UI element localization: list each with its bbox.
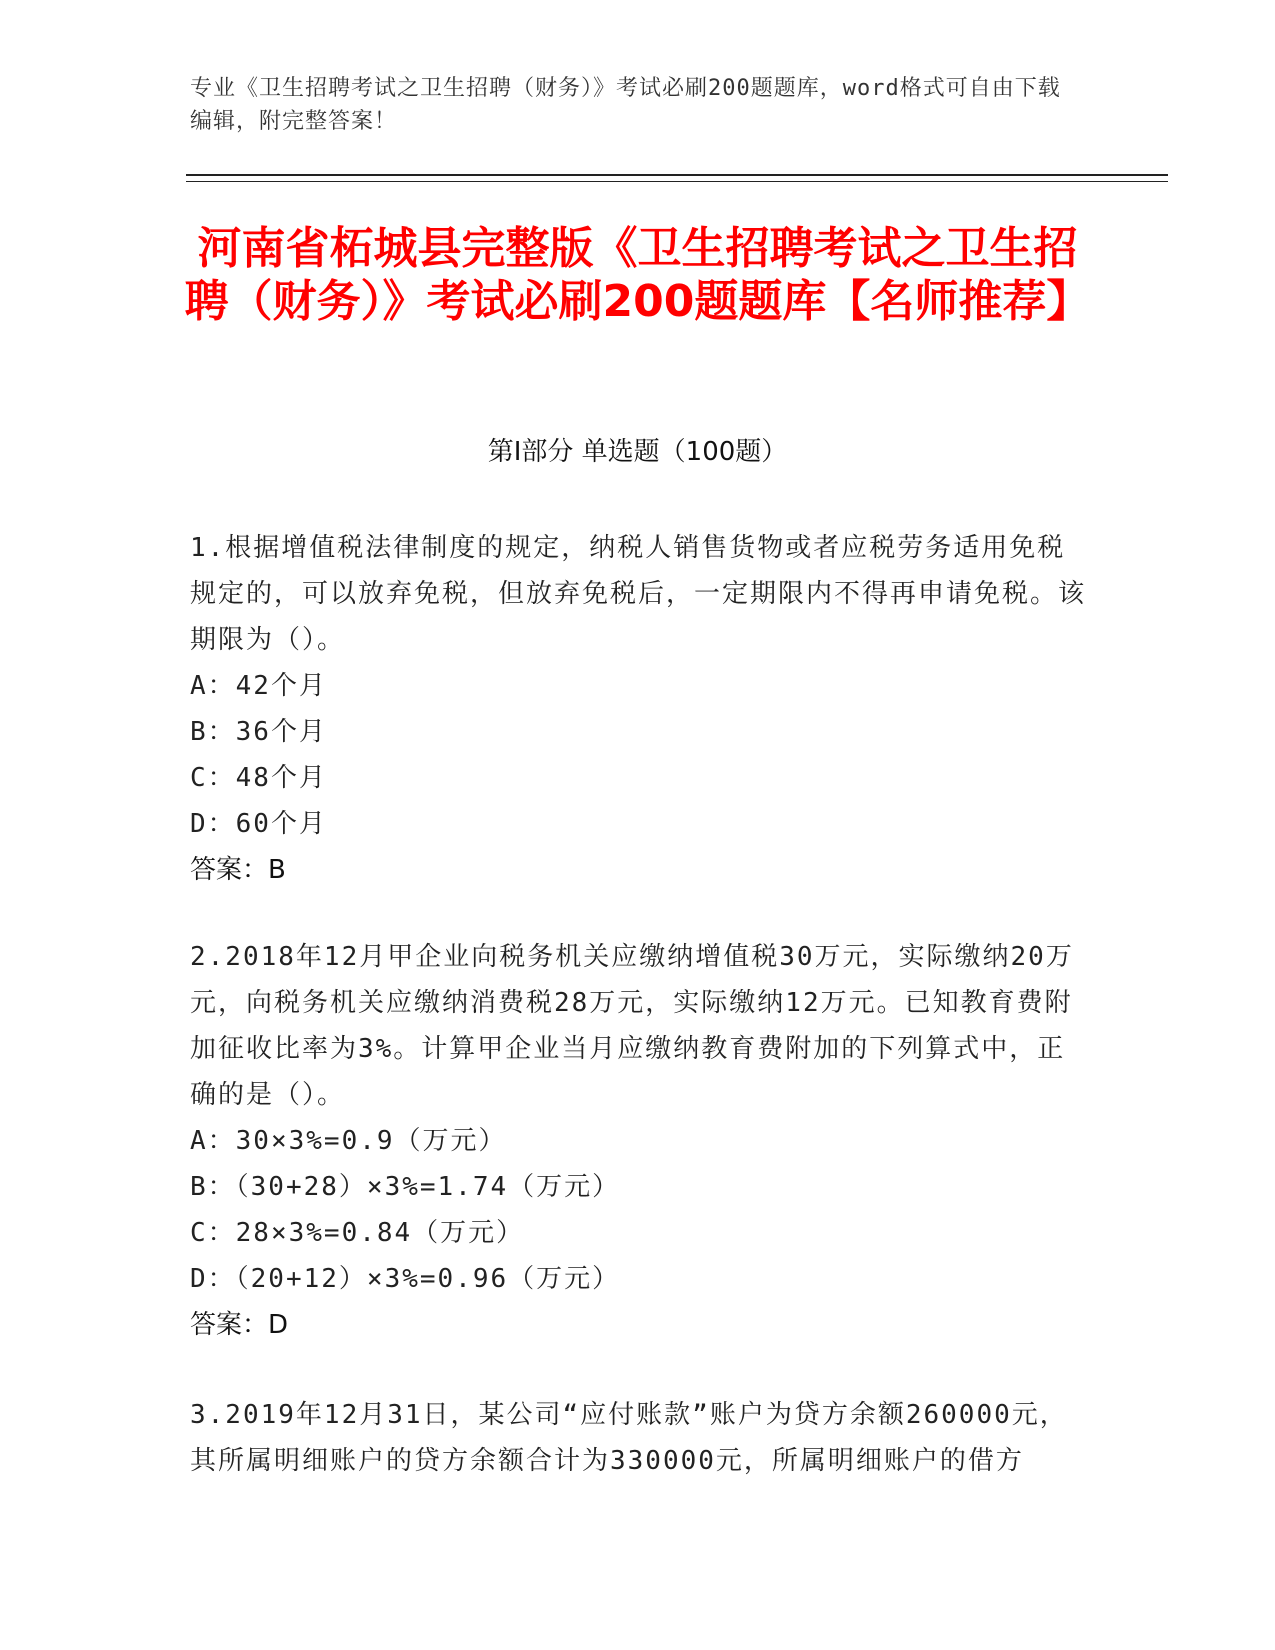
question-1 xyxy=(190,525,1090,893)
header-divider-thin xyxy=(186,181,1168,182)
question-2 xyxy=(190,934,1090,1348)
header-intro: 专业《卫生招聘考试之卫生招聘（财务）》考试必刷200题题库，word格式可自由下载编辑，附完整答案！ xyxy=(190,76,1061,134)
question-stem: 1.根据增值税法律制度的规定，纳税人销售货物或者应税劳务适用免税规定的，可以放弃免税，但放弃免税后，一定期限内不得再申请免税。该期限为（）。 xyxy=(190,533,1087,655)
answer: 答案：D xyxy=(190,1310,289,1340)
option-a: A：30×3%=0.9（万元） xyxy=(190,1126,507,1156)
answer: 答案：B xyxy=(190,855,286,885)
option-d: D：（20+12）×3%=0.96（万元） xyxy=(190,1264,621,1294)
section-heading: 第I部分 单选题（100题） xyxy=(487,437,788,467)
question-stem: 3.2019年12月31日，某公司“应付账款”账户为贷方余额260000元，其所属明细账户的贷方余额合计为330000元，所属明细账户的借方 xyxy=(190,1400,1068,1476)
question-stem: 2.2018年12月甲企业向税务机关应缴纳增值税30万元，实际缴纳20万元，向税务机关应缴纳消费税28万元，实际缴纳12万元。已知教育费附加征收比率为3%。计算甲企业当月应缴纳教育费附加的下列算式中，正确的是（）。 xyxy=(190,942,1074,1110)
option-b: B：36个月 xyxy=(190,717,327,747)
header-divider-thick xyxy=(186,174,1168,176)
option-b: B：（30+28）×3%=1.74（万元） xyxy=(190,1172,621,1202)
question-3 xyxy=(190,1392,1090,1484)
document-title: 河南省柘城县完整版《卫生招聘考试之卫生招聘（财务）》考试必刷200题题库【名师推荐】 xyxy=(184,223,1091,327)
option-c: C：48个月 xyxy=(190,763,327,793)
option-d: D：60个月 xyxy=(190,809,327,839)
option-a: A：42个月 xyxy=(190,671,327,701)
option-c: C：28×3%=0.84（万元） xyxy=(190,1218,525,1248)
